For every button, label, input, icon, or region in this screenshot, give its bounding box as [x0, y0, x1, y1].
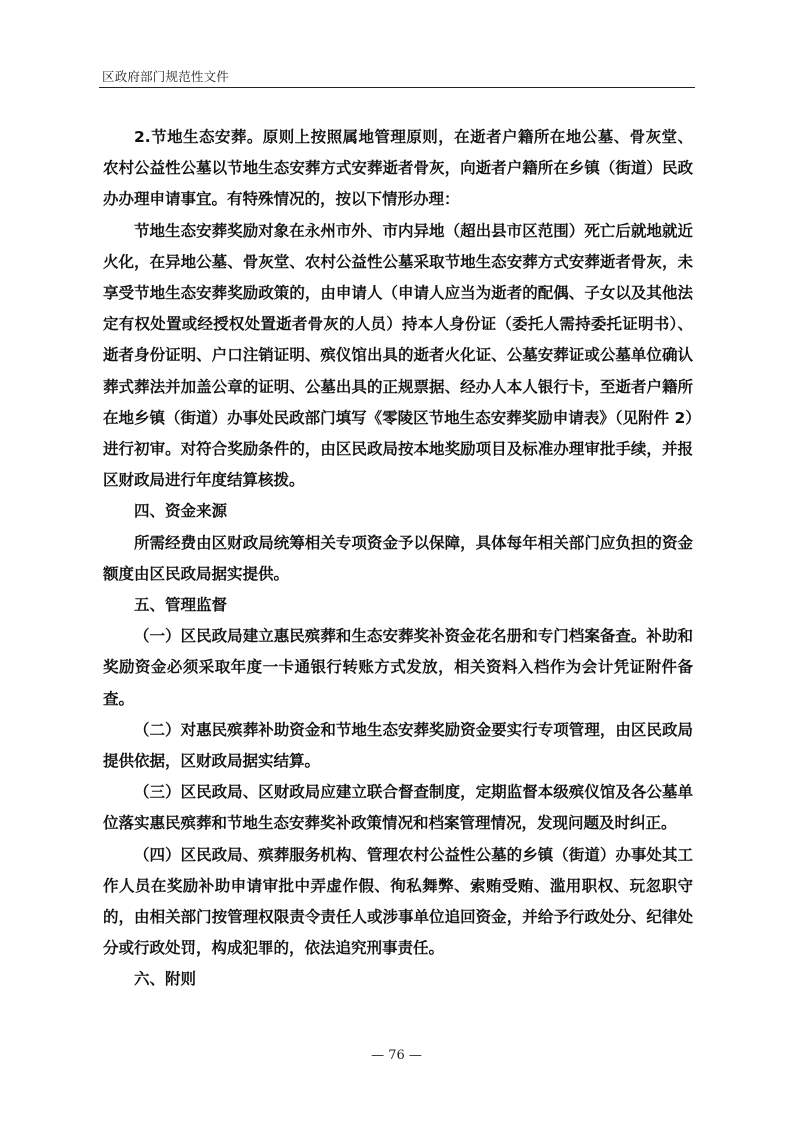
section-heading-supplementary: 六、附则	[134, 970, 197, 989]
section-heading-supervision: 五、管理监督	[134, 596, 228, 615]
paragraph-eco-burial-reward: 节地生态安葬奖励对象在永州市外、市内异地（超出县市区范围）死亡后就地就近火化，在异地公墓、骨灰堂、农村公益性公墓采取节地生态安葬方式安葬逝者骨灰，未享受节地生态安葬奖励政策的，由申请人（申请人应当为逝者的配偶、子女以及其他法定有权处置或经授权处置逝者骨灰的人员）持本人身份证（委托人需持委托证明书）、逝者身份证明、户口注销证明、殡仪馆出具的逝者火化证、公墓安葬证或公墓单位确认葬式葬法并加盖公章的证明、公墓出具的正规票据、经办人本人银行卡，至逝者户籍所在地乡镇（街道）办事处民政部门填写《零陵区节地生态安葬奖励申请表》（见附件 2）进行初审。对符合奖励条件的，由区民政局按本地奖励项目及标准办理审批手续，并报区财政局进行年度结算核拨。	[103, 221, 693, 490]
paragraph-supervision-4: （四）区民政局、殡葬服务机构、管理农村公益性公墓的乡镇（街道）办事处其工作人员在奖励补助申请审批中弄虚作假、徇私舞弊、索贿受贿、滥用职权、玩忽职守的，由相关部门按管理权限责令责任人或涉事单位追回资金，并给予行政处分、纪律处分或行政处罚，构成犯罪的，依法追究刑事责任。	[103, 845, 693, 958]
paragraph-supervision-1: （一）区民政局建立惠民殡葬和生态安葬奖补资金花名册和专门档案备查。补助和奖励资金必须采取年度一卡通银行转账方式发放，相关资料入档作为会计凭证附件备查。	[103, 627, 693, 708]
running-header: 区政府部门规范性文件	[102, 69, 230, 84]
paragraph-supervision-2: （二）对惠民殡葬补助资金和节地生态安葬奖励资金要实行专项管理，由区民政局提供依据，区财政局据实结算。	[103, 720, 693, 771]
page-number: — 76 —	[371, 1048, 422, 1063]
paragraph-supervision-3: （三）区民政局、区财政局应建立联合督查制度，定期监督本级殡仪馆及各公墓单位落实惠民殡葬和节地生态安葬奖补政策情况和档案管理情况，发现问题及时纠正。	[103, 783, 693, 833]
section-heading-funding: 四、资金来源	[134, 502, 228, 521]
document-body	[103, 122, 693, 996]
paragraph-funding: 所需经费由区财政局统筹相关专项资金予以保障，具体每年相关部门应负担的资金额度由区民政局据实提供。	[103, 533, 693, 583]
header-divider	[99, 87, 695, 88]
paragraph-eco-burial: 2.节地生态安葬。原则上按照属地管理原则，在逝者户籍所在地公墓、骨灰堂、农村公益性公墓以节地生态安葬方式安葬逝者骨灰，向逝者户籍所在乡镇（街道）民政办办理申请事宜。有特殊情况的，按以下情形办理：	[103, 128, 693, 209]
